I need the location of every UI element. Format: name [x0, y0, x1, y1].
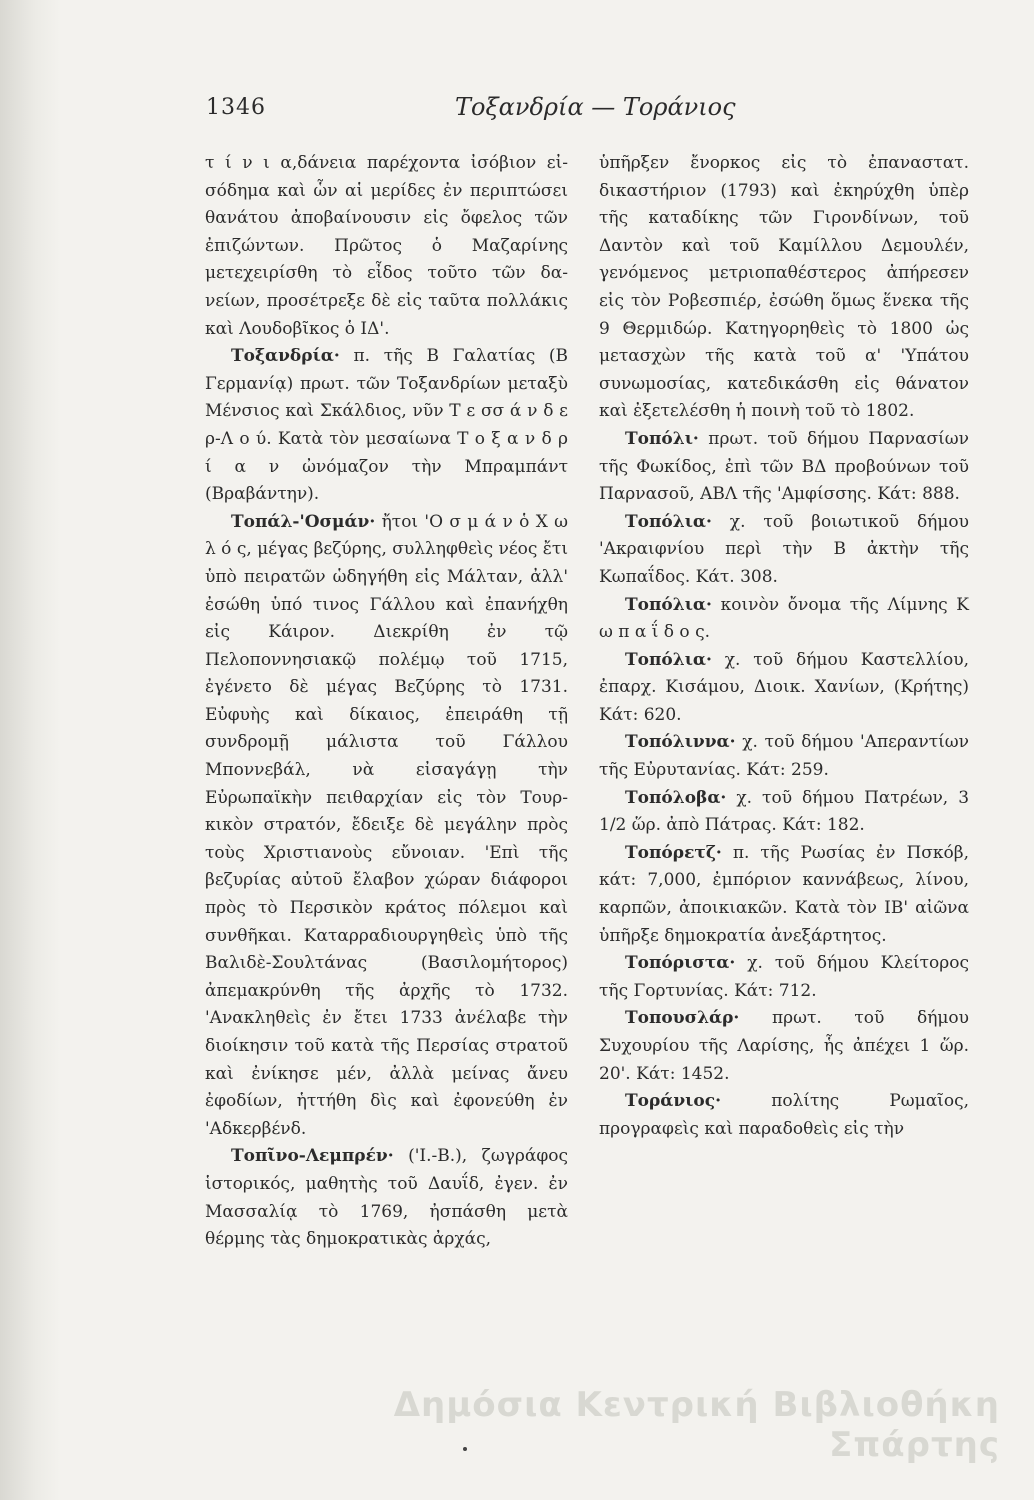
running-head: Τοξανδρία — Τοράνιος — [455, 93, 736, 121]
entry — [599, 729, 969, 784]
entry — [205, 509, 568, 1144]
entry-text: χ. τοῦ δήμου Πατρέων, 3 1/2 ὥρ. ἀπὸ Πάτρας. Κάτ: 182. — [599, 787, 970, 836]
entry-headword: Τοπόλιννα· — [625, 732, 736, 753]
entry-headword: Τοπόλι· — [625, 428, 699, 449]
entry-continuation — [599, 150, 969, 426]
entry — [599, 840, 969, 950]
entry — [599, 647, 969, 730]
entry-headword: Τοπάλ-'Οσμάν· — [231, 511, 376, 532]
entry-headword: Τοπόρετζ· — [625, 842, 722, 863]
entry — [599, 592, 969, 647]
entry — [599, 1088, 969, 1143]
entry-text: χ. τοῦ δήμου Καστελλίου, ἐπαρχ. Κισάμου, Διοικ. Χανίων, (Κρήτης) Κάτ: 620. — [599, 649, 969, 725]
entry-headword: Τοπόλια· — [625, 649, 712, 670]
entry-text: χ. τοῦ βοιωτικοῦ δήμου 'Ακραιφνίου περὶ τὴν Β ἀκτὴν τῆς Κωπαΐδος. Κάτ. 308. — [599, 511, 969, 587]
entry-text: πρωτ. τοῦ δήμου Συχουρίου τῆς Λαρίσης, ἧς ἀπέχει 1 ὥρ. 20'. Κάτ: 1452. — [599, 1008, 969, 1084]
entry — [599, 785, 969, 840]
entry-headword: Τοπουσλάρ· — [625, 1008, 740, 1029]
entry-headword: Τοπῖνο-Λεμπρέν· — [231, 1146, 394, 1167]
entry-headword: Τοπόριστα· — [625, 953, 736, 974]
entry-text: πολίτης Ρωμαῖος, προγραφεὶς καὶ παραδοθεὶς εἰς τὴν — [599, 1091, 969, 1139]
entry — [599, 1005, 969, 1088]
library-watermark: Δημόσια Κεντρική Βιβλιοθήκη Σπάρτης — [393, 1385, 1000, 1465]
entry-headword: Τοπόλια· — [625, 511, 712, 532]
entry-text: ('Ι.-Β.), ζωγράφος ἱστορικός, μαθητὴς τοῦ Δαυΐδ, ἐγεν. ἐν Μασσαλίᾳ τὸ 1769, ἠσπάσθη μετὰ θέρμης τὰς δημοκρατικὰς ἀρχάς, — [205, 1146, 568, 1250]
entry-text: π. τῆς Β Γαλατίας (Β Γερμανίᾳ) πρωτ. τῶν Τοξανδρίων μεταξὺ Μένσιος καὶ Σκάλδιος, νῦν Τ ε σσ ά ν δ ε ρ-Λ ο ύ. Κατὰ τὸν μεσαίωνα Τ ο ξ α ν δ ρ ί α ν ὠνόμαζον τὴν Μπραμπάντ (Βραβάντην). — [205, 346, 568, 505]
right-column — [599, 150, 969, 1143]
entry-headword: Τοξανδρία· — [231, 346, 340, 367]
page-edge-shadow — [0, 0, 60, 1500]
entry-text: ἤτοι 'Ο σ μ ά ν ὁ Χ ω λ ό ς, μέγας βεζύρης, συλληφθεὶς νέος ἔτι ὑπὸ πειρατῶν ὡδηγήθη εἰς Μάλταν, ἀλλ' ἐσώθη ὑπό τινος Γάλλου καὶ ἐπανήχθη εἰς Κάιρον. Διεκρίθη ἐν τῷ Πελοποννησιακῷ πολέμῳ τοῦ 1715, ἐγένετο δὲ μέγας Βεζύρης τὸ 1731. Εὐφυὴς καὶ δίκαιος, ἐπειράθη τῇ συνδρομῇ μάλιστα τοῦ Γάλλου Μποννεβάλ, νὰ εἰσαγάγῃ τὴν Εὐρωπαϊκὴν πειθαρχίαν εἰς τὸν Τουρκικὸν στρατόν, ἔδειξε δὲ μεγάλην πρὸς τοὺς Χριστιανοὺς εὔνοιαν. 'Επὶ τῆς βεζυρίας αὐτοῦ ἔλαβον χώραν διάφοροι πρὸς τὸ Περσικὸν κράτος πόλεμοι καὶ συνθῆκαι. Καταρραδιουργηθεὶς ὑπὸ τῆς Βαλιδὲ-Σουλτάνας (Βασιλομήτορος) ἀπεμακρύνθη τῆς ἀρχῆς τὸ 1732. 'Ανακληθεὶς ἐν ἔτει 1733 ἀνέλαβε τὴν διοίκησιν τοῦ κατὰ τῆς Περσίας στρατοῦ καὶ ἐνίκησε μέν, ἀλλὰ μείνας ἄνευ ἐφοδίων, ἡττήθη δὶς καὶ ἐφονεύθη ἐν 'Αδκερβένδ. — [205, 511, 568, 1139]
entry-text: κοινὸν ὄνομα τῆς Λίμνης Κ ω π α ΐ δ ο ς. — [599, 594, 969, 643]
left-column — [205, 150, 568, 1254]
entry-headword: Τοράνιος· — [625, 1091, 722, 1112]
entry-text: χ. τοῦ δήμου Κλείτορος τῆς Γορτυνίας. Κάτ: 712. — [599, 953, 970, 1001]
entry — [599, 426, 969, 509]
entry-text: ὑπῆρξεν ἔνορκος εἰς τὸ ἐπαναστατ. δικαστήριον (1793) καὶ ἐκηρύχθη ὑπὲρ τῆς καταδίκης τῶν Γιρονδίνων, τοῦ Δαντὸν καὶ τοῦ Καμίλλου Δεμουλέν, γενόμενος μετριοπαθέστερος ἀπήρεσεν εἰς τὸν Ροβεσπιέρ, ἐσώθη ὅμως ἕνεκα τῆς 9 Θερμιδώρ. Κατηγορηθεὶς τὸ 1800 ὡς μετασχὼν τῆς κατὰ τοῦ α' 'Υπάτου συνωμοσίας, κατεδικάσθη εἰς θάνατον καὶ ἐξετελέσθη ἡ ποινὴ τοῦ τὸ 1802. — [599, 153, 969, 422]
entry — [205, 1143, 568, 1253]
entry — [599, 509, 969, 592]
entry-text: τ ί ν ι α,δάνεια παρέχοντα ἰσόβιον εἰσόδημα καὶ ὧν αἱ μερίδες ἐν περιπτώσει θανάτου ἀποβαίνουσιν εἰς ὄφελος τῶν ἐπιζώντων. Πρῶτος ὁ Μαζαρίνης μετεχειρίσθη τὸ εἶδος τοῦτο τῶν δανείων, προσέτρεξε δὲ εἰς ταῦτα πολλάκις καὶ Λουδοβῖκος ὁ ΙΔ'. — [205, 153, 568, 339]
entry — [599, 950, 969, 1005]
entry-text: π. τῆς Ρωσίας ἐν Πσκόβ, κάτ: 7,000, ἐμπόριον καννάβεως, λίνου, καρπῶν, ἀποικιακῶν. Κατὰ τὸν ΙΒ' αἰῶνα ὑπῆρξε δημοκρατία ἀνεξάρτητος. — [599, 842, 969, 946]
entry-continuation — [205, 150, 568, 343]
entry-text: χ. τοῦ δήμου 'Απεραντίων τῆς Εὐρυτανίας. Κάτ: 259. — [599, 732, 970, 781]
entry — [205, 343, 568, 509]
entry-text: πρωτ. τοῦ δήμου Παρνασίων τῆς Φωκίδος, ἐπὶ τῶν ΒΔ προβούνων τοῦ Παρνασοῦ, ΑΒΛ τῆς 'Αμφίσσης. Κάτ: 888. — [599, 428, 969, 505]
entry-headword: Τοπόλια· — [625, 594, 712, 615]
page-number: 1346 — [206, 95, 266, 120]
entry-headword: Τοπόλοβα· — [625, 787, 727, 808]
